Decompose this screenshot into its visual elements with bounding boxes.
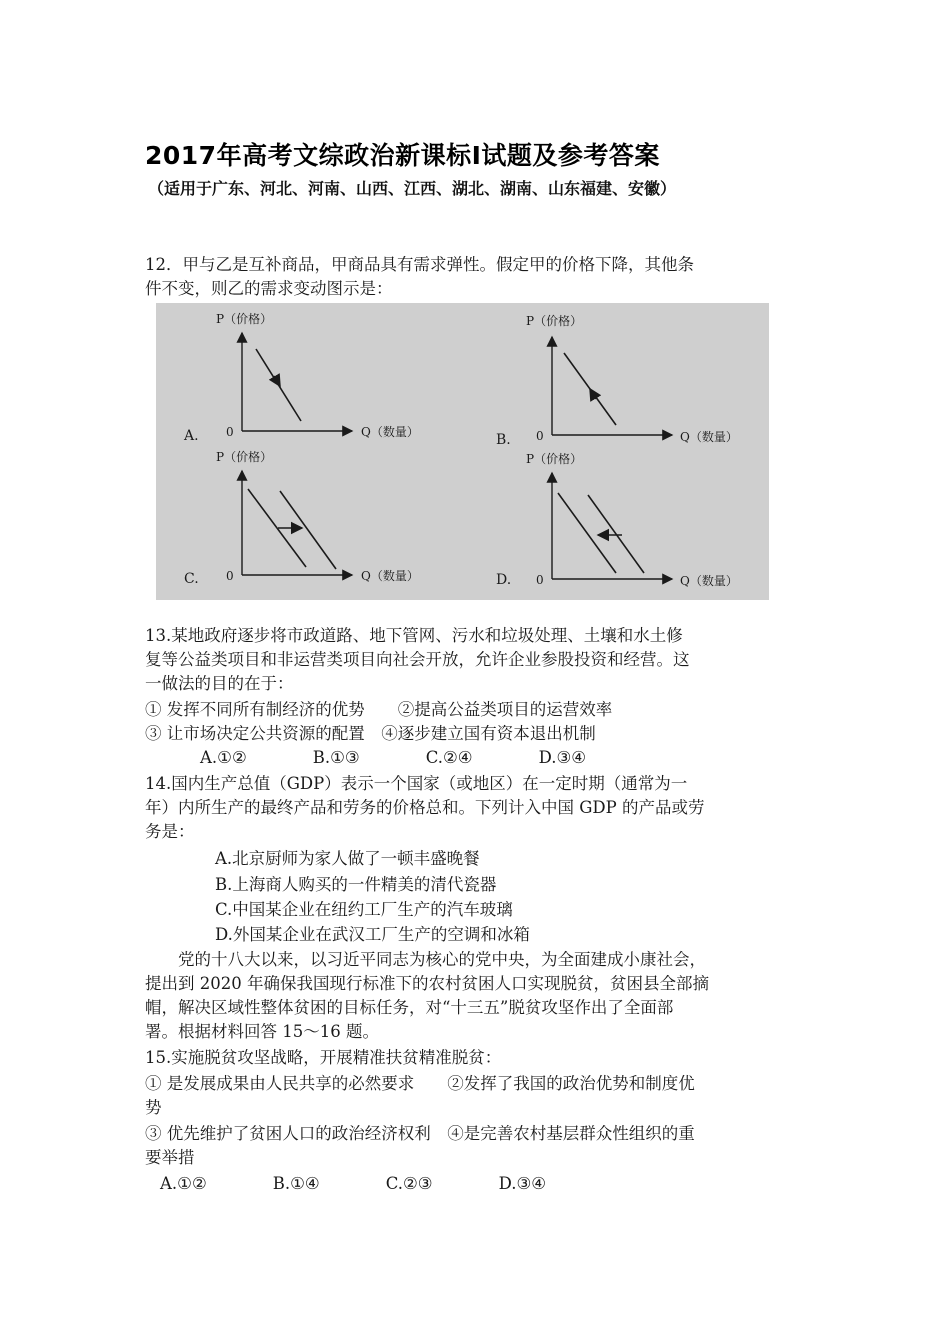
graph-a: [183, 311, 419, 444]
q14-option-a: A.北京厨师为家人做了一顿丰盛晚餐: [215, 849, 480, 868]
graph-c-origin: 0: [226, 569, 234, 583]
graph-b: [496, 313, 738, 448]
q14-option-c: C.中国某企业在纽约工厂生产的汽车玻璃: [215, 900, 513, 919]
q15-stem: 15.实施脱贫攻坚战略，开展精准扶贫精准脱贫：: [145, 1048, 502, 1067]
graph-d-option: D.: [496, 572, 512, 588]
q13-stem-line2: 复等公益类项目和非运营类项目向社会开放，允许企业参股投资和经营。这: [145, 650, 690, 669]
graph-d-demand-curve-1: [558, 493, 616, 573]
q13-stem-line1: 13.某地政府逐步将市政道路、地下管网、污水和垃圾处理、土壤和水土修: [145, 626, 683, 645]
doc-title: 2017年高考文综政治新课标Ⅰ试题及参考答案: [145, 141, 660, 170]
graph-d-p-label: P（价格）: [526, 452, 583, 466]
graph-c-demand-curve-2: [280, 491, 336, 569]
q12-stem-line2: 件不变，则乙的需求变动图示是：: [145, 279, 393, 298]
q14-stem-line3: 务是：: [145, 822, 195, 841]
graph-a-move-arrow: [274, 376, 280, 386]
doc-subtitle: （适用于广东、河北、河南、山西、江西、湖北、湖南、山东福建、安徽）: [148, 179, 677, 198]
q14-stem-line1: 14.国内生产总值（GDP）表示一个国家（或地区）在一定时期（通常为一: [145, 774, 688, 793]
q13-options-line1: ① 发挥不同所有制经济的优势 ②提高公益类项目的运营效率: [145, 700, 613, 719]
graph-c-p-label: P（价格）: [216, 450, 273, 464]
q12-graphs-svg: [156, 303, 769, 600]
graph-a-q-label: Q（数量）: [361, 425, 419, 439]
graph-b-q-label: Q（数量）: [680, 430, 738, 444]
graph-c-q-label: Q（数量）: [361, 569, 419, 583]
graph-a-origin: 0: [226, 425, 234, 439]
q12-stem-line1: 12．甲与乙是互补商品，甲商品具有需求弹性。假定甲的价格下降，其他条: [145, 255, 694, 274]
material-line1: 党的十八大以来，以习近平同志为核心的党中央，为全面建成小康社会，: [145, 950, 706, 969]
q15-options-line1: ① 是发展成果由人民共享的必然要求 ②发挥了我国的政治优势和制度优: [145, 1074, 695, 1093]
graph-b-option: B.: [496, 432, 511, 448]
graph-a-p-label: P（价格）: [216, 312, 273, 326]
graph-d: [496, 451, 738, 588]
q14-stem-line2: 年）内所生产的最终产品和劳务的价格总和。下列计入中国 GDP 的产品或劳: [145, 798, 705, 817]
q15-options-line2: 势: [145, 1098, 162, 1117]
q14-option-d: D.外国某企业在武汉工厂生产的空调和冰箱: [215, 925, 530, 944]
q13-stem-line3: 一做法的目的在于：: [145, 674, 294, 693]
graph-c-option: C.: [184, 571, 199, 587]
q14-option-b: B.上海商人购买的一件精美的清代瓷器: [215, 875, 497, 894]
material-line4: 署。根据材料回答 15～16 题。: [145, 1022, 379, 1041]
graph-b-move-arrow: [590, 389, 596, 399]
q13-answer-choices: A.①② B.①③ C.②④ D.③④: [200, 748, 587, 767]
graph-d-demand-curve-2: [588, 495, 644, 573]
material-line2: 提出到 2020 年确保我国现行标准下的农村贫困人口实现脱贫，贫困县全部摘: [145, 974, 709, 993]
graph-c: [184, 449, 419, 587]
graph-b-origin: 0: [536, 429, 544, 443]
q15-answer-choices: A.①② B.①④ C.②③ D.③④: [160, 1174, 547, 1193]
q12-demand-figure: [156, 303, 769, 600]
q15-options-line4: 要举措: [145, 1148, 195, 1167]
material-line3: 帽，解决区域性整体贫困的目标任务，对“十三五”脱贫攻坚作出了全面部: [145, 998, 674, 1017]
q13-options-line2: ③ 让市场决定公共资源的配置 ④逐步建立国有资本退出机制: [145, 724, 596, 743]
q15-options-line3: ③ 优先维护了贫困人口的政治经济权利 ④是完善农村基层群众性组织的重: [145, 1124, 695, 1143]
graph-a-option: A.: [184, 428, 199, 444]
graph-b-p-label: P（价格）: [526, 314, 583, 328]
graph-d-origin: 0: [536, 573, 544, 587]
graph-d-q-label: Q（数量）: [680, 574, 738, 588]
